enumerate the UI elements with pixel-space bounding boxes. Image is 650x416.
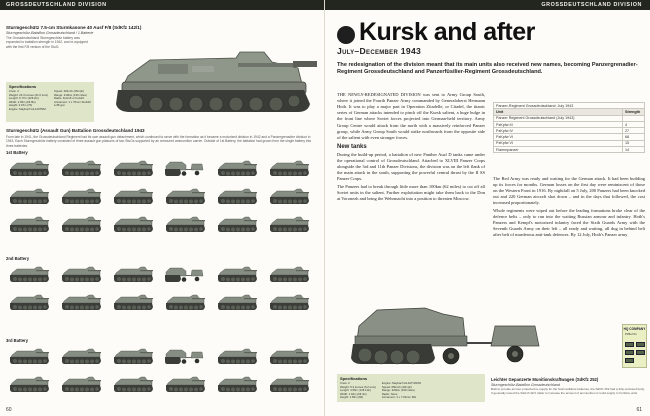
- spec-line: Armament: 1 x 7.92mm MG: [381, 395, 417, 400]
- stug-silhouette: [162, 292, 206, 312]
- spec-line: Height: 1.83m (6ft): [340, 395, 364, 400]
- stug-specs-box: [6, 82, 94, 122]
- unit-symbol-icon: [625, 342, 634, 347]
- folio-left: 60: [6, 407, 12, 413]
- stug-silhouette: [110, 214, 154, 234]
- stug-silhouette: [6, 292, 50, 312]
- running-head-left: GROSSDEUTSCHLAND DIVISION: [0, 0, 324, 10]
- ammo-carrier-silhouette: [162, 158, 206, 178]
- stug-silhouette: [162, 214, 206, 234]
- spec-line: Weight: 5.3 tonnes (5.2 tons): [340, 384, 376, 389]
- chapter-title: Kursk and after: [359, 18, 535, 46]
- battery-label-2: 2nd Battery: [6, 256, 30, 261]
- halftrack-caption: Built to provide armour-protected re-supply for the Sturmartillerie batteries, the SdKfz 252 had a fully enclosed body. It generally towed the SdAnh 32/1 trailer to increase the amount of ammunition it could supply in frontline units.: [491, 387, 645, 395]
- table-cell: Panzer Regiment Grossdeutschland (July 1943): [494, 115, 623, 121]
- spec-line: Width: 2.95m (9ft 8in): [9, 99, 36, 104]
- stug-silhouette: [266, 346, 310, 366]
- stug-silhouette: [214, 346, 258, 366]
- folio-right: 61: [636, 407, 642, 413]
- table-cell: 14: [623, 147, 645, 153]
- spec-line: Crew: 4: [9, 89, 19, 93]
- body-column-2: [493, 176, 645, 239]
- right-page: [325, 0, 650, 416]
- stug-silhouette: [6, 186, 50, 206]
- spec-line: Range: 210km (130 miles): [53, 92, 87, 97]
- table-cell: 68: [623, 134, 645, 140]
- stug-silhouette: [58, 186, 102, 206]
- spec-line: Armament: 1 x 75mm StuK40: [53, 99, 91, 104]
- stug-silhouette: [58, 292, 102, 312]
- stug-silhouette: [266, 214, 310, 234]
- stug-silhouette: [58, 264, 102, 284]
- stug-specs-title: Specifications: [9, 84, 37, 89]
- table-cell: 15: [623, 140, 645, 146]
- spec-line: Radio: None: [381, 391, 398, 396]
- body-paragraph: Whole regiments were wiped out before the leading formations broke clear of the defence belts – only to run into the waiting Russian armour and infantry. Hoth's Panzers and Kempf's motorized infantry faced the Sixth Guards Army with the Seventh Guards Army on their left – all ready and waiting, all dug in behind belt after belt of murderous anti-tank defences. By 12 July, Hoth's Panzer army: [493, 207, 645, 237]
- halftrack-specs-title: Specifications: [340, 376, 368, 381]
- table-cell: 27: [623, 128, 645, 134]
- body-paragraph: The Panzers had to break through little more than 100km (62 miles) to cut off all Soviet units in the salient. Further exploitation might take them back to the Don at Voronezh and bring the Wehrmacht into a position to threaten Moscow.: [337, 183, 485, 201]
- stug-heading: Sturmgeschütz 7.5-cm Sturmkanone 40 Ausf F/8 (SdKfz 142/1): [6, 25, 142, 30]
- spec-line: Range: 320km (199 miles): [381, 388, 415, 393]
- table-row: [494, 147, 645, 153]
- ammo-carrier-silhouette: [162, 264, 206, 284]
- body-paragraph: During the build-up period, a battalion of new Panther Ausf D tanks came under the operational control of Grossdeutschland. Attached to XLVIII Panzer Corps alongside the 3rd and 11th Panzer Divisions, the division was on the left flank of the main attack in the south, supporting the powerful central thrust by the II SS Panzer Corps.: [337, 152, 485, 182]
- stug-silhouette: [6, 346, 50, 366]
- ammo-carrier-silhouette: [162, 346, 206, 366]
- chapter-lead: The redesignation of the division meant that its main units also received new names, becoming Panzergrenadier-Regiment Grossdeutschland and Panzerfüsilier-Regiment Grossdeutschland.: [337, 62, 638, 76]
- stug-silhouette: [214, 158, 258, 178]
- battalion-caption: From late in 1941, the Grossdeutschland Regiment had its own assault gun detachment, which continued to serve with the formation as it became a motorized division in 1942 and a Panzergrenadier division in 1943. Each Sturmgeschütz battery consisted of three assault gun platoons of two StuGs supported by an armoured ammunition carrier. Outside of 1st Battery, the battalion had grown from the single battery into three batteries.: [6, 135, 312, 148]
- spec-line: Crew: 2: [340, 381, 350, 385]
- stug-silhouette: [110, 346, 154, 366]
- stug-silhouette: [214, 186, 258, 206]
- battalion-heading: Sturmgeschütz (Assault Gun) Battalion Grossdeutschland 1943: [6, 128, 145, 133]
- hq-company-box: [622, 324, 647, 368]
- halftrack-specs-left: [340, 382, 376, 400]
- stug-silhouette: [214, 264, 258, 284]
- table-cell: PzKpfw VI: [494, 134, 623, 140]
- spec-line: Speed: 40km/h (25mph): [53, 89, 84, 93]
- hq-company-title: HQ COMPANY: [623, 327, 646, 331]
- hq-company-line: PzBef 01: [625, 332, 637, 336]
- stug-specs-right: [54, 90, 91, 112]
- stug-silhouette: [214, 292, 258, 312]
- spec-line: Height: 2.15m (7ft): [9, 103, 33, 108]
- stug-specs-left: [9, 90, 48, 112]
- stug-silhouette: [6, 214, 50, 234]
- stug-silhouette: [58, 374, 102, 394]
- halftrack-heading: Leichter Gepanzerte Munitionskraftwagen (SdKfz 252): [491, 377, 599, 382]
- chapter-badge-icon: [337, 26, 355, 44]
- spec-line: Speed: 65km/h (40mph): [381, 384, 412, 389]
- table-cell: Flammpanzer: [494, 147, 623, 153]
- stug-silhouette: [58, 158, 102, 178]
- stug-silhouette: [162, 374, 206, 394]
- stug-silhouette: [110, 374, 154, 394]
- stug-silhouette: [214, 214, 258, 234]
- unit-symbol-icon: [625, 350, 634, 355]
- spec-line: Length: 4.56m (14ft 11in): [340, 388, 372, 393]
- strength-table-title: Panzer-Regiment Grossdeutschland: July 1943: [494, 103, 645, 109]
- stug-silhouette: [58, 346, 102, 366]
- body-paragraph: The Red Army was ready and waiting for the German attack. It had been building up its forces for months. German losses on the first day were reminiscent of those on the Western Front in 1916. By nightfall on 5 July, 200 Panzers had been knocked out and 220 German aircraft shot down – and in the days that followed, the cost increased proportionately.: [493, 176, 645, 206]
- stug-silhouette: [110, 186, 154, 206]
- table-cell: PzKpfw VI: [494, 140, 623, 146]
- body-paragraph: THE NEWLY-REDESIGNATED DIVISION was sent to Army Group South, where it joined the Fourth Panzer Army commanded by Generaloberst Hermann Hoth. It was to play a major part in Operation Zitadelle, or Citadel, the titanic series of German attacks intended to pinch off the Kursk salient, a huge bulge in the front line where Soviet forces projected into German-held territory. Army Group Centre would attack from the north with a massively reinforced Panzer group, while Army Group South would strike northwards from the opposite side of the salient with even stronger forces.: [337, 92, 485, 140]
- stug-silhouette: [6, 374, 50, 394]
- stug-unit: Sturmgeschütz-Bataillon Grossdeutschland / 1.Batterie: [6, 31, 94, 35]
- stug-silhouette: [266, 292, 310, 312]
- halftrack-specs-right: [382, 382, 421, 400]
- unit-symbol-icon: [636, 342, 645, 347]
- spec-line: Width: 1.94m (6ft 4in): [340, 391, 367, 396]
- battery-label-3: 3rd Battery: [6, 338, 29, 343]
- unit-symbol-icon: [636, 350, 645, 355]
- spec-line: L/48 gun: [53, 103, 65, 108]
- stug-silhouette: [110, 292, 154, 312]
- stug-silhouette: [266, 374, 310, 394]
- stug-caption: The Grossdeutschland Sturmgeschütz battery was expanded to battalion strength in 1942, and re-equipped with the first F/8 version of the StuG.: [6, 36, 88, 49]
- unit-symbol-icon: [625, 358, 634, 363]
- halftrack-unit: Sturmgeschütz-Bataillon Grossdeutschland: [491, 383, 560, 387]
- stug-silhouette: [58, 214, 102, 234]
- stug-silhouette: [214, 374, 258, 394]
- table-cell: PzKpfw III: [494, 121, 623, 127]
- table-header-strength: Strength: [623, 109, 645, 115]
- strength-table: [493, 102, 645, 153]
- stug-silhouette: [6, 264, 50, 284]
- stug-silhouette: [266, 264, 310, 284]
- running-head-right: GROSSDEUTSCHLAND DIVISION: [325, 0, 650, 10]
- spec-line: Radio: FuG15 or FuG16: [53, 96, 84, 101]
- spec-line: Engine: Maybach HL120TRM: [9, 106, 46, 111]
- table-cell: PzKpfw IV: [494, 128, 623, 134]
- chapter-date: July–December 1943: [337, 46, 422, 56]
- table-header-unit: Unit: [494, 109, 623, 115]
- body-column-1: [337, 92, 485, 203]
- stug-silhouette: [266, 158, 310, 178]
- spec-line: Engine: Maybach HL42TUKRM: [381, 381, 421, 385]
- subhead-new-tanks: New tanks: [337, 143, 367, 150]
- stug-silhouette: [266, 186, 310, 206]
- table-cell: 4: [623, 121, 645, 127]
- stug-illustration: [88, 38, 320, 122]
- battery-label-1: 1st Battery: [6, 150, 28, 155]
- spec-line: Length: 6.77m (22ft 2in): [9, 96, 39, 101]
- stug-silhouette: [110, 264, 154, 284]
- stug-silhouette: [162, 186, 206, 206]
- stug-silhouette: [6, 158, 50, 178]
- halftrack-specs-box: [337, 374, 485, 402]
- stug-silhouette: [110, 158, 154, 178]
- spec-line: Weight: 23.3 tonnes (21.6 tons): [9, 92, 48, 97]
- halftrack-illustration: [339, 296, 621, 374]
